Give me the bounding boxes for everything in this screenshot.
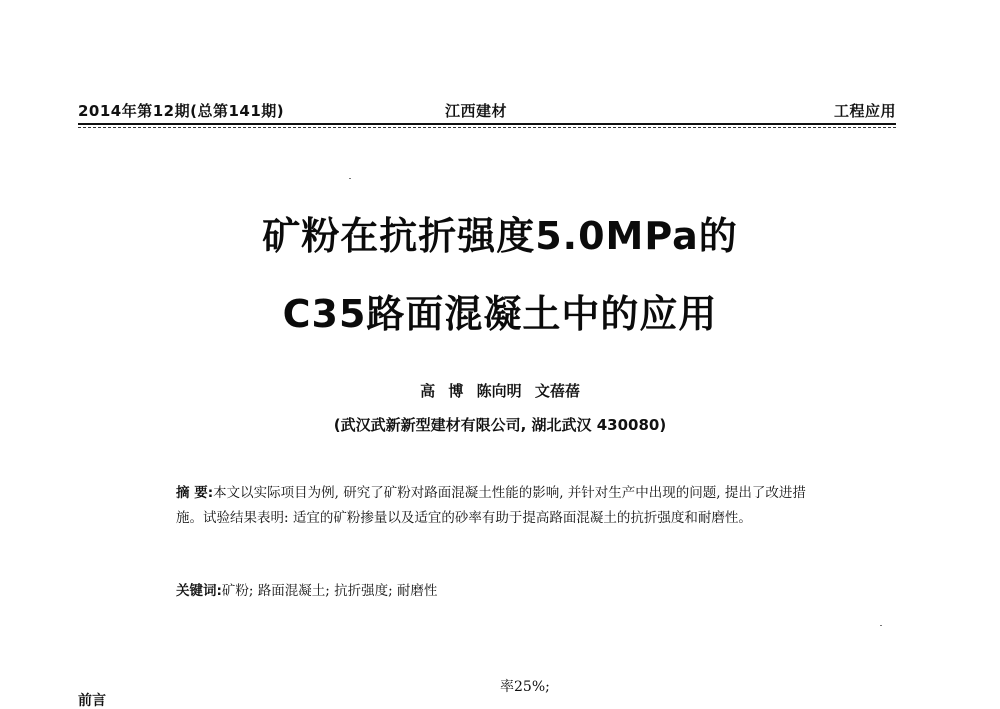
header-rule-dashed <box>78 127 896 128</box>
scan-speck <box>880 625 882 626</box>
abstract <box>176 481 806 531</box>
keywords-text: 矿粉; 路面混凝土; 抗折强度; 耐磨性 <box>221 583 438 599</box>
paper-title-line-2: C35路面混凝土中的应用 <box>282 292 718 336</box>
keywords-label: 关键词: <box>176 583 222 599</box>
keywords <box>176 580 806 602</box>
running-header <box>78 100 896 122</box>
section-name: 工程应用 <box>833 102 896 120</box>
scan-speck <box>349 178 351 179</box>
journal-name: 江西建材 <box>445 102 508 120</box>
section-heading-fragment: 前言 <box>78 693 106 709</box>
abstract-label: 摘 要: <box>176 485 214 501</box>
issue-info: 2014年第12期(总第141期) <box>78 102 285 120</box>
header-rule <box>78 123 896 125</box>
abstract-text: 本文以实际项目为例, 研究了矿粉对路面混凝土性能的影响, 并针对生产中出现的问题, 提出了改进措施。试验结果表明: 适宜的矿粉掺量以及适宜的砂率有助于提高路面混凝土的抗折强度和耐磨性。 <box>176 485 806 526</box>
body-text-fragment: 率25%; <box>500 679 550 695</box>
paper-title-line-1: 矿粉在抗折强度5.0MPa的 <box>262 214 738 258</box>
affiliation: (武汉武新新型建材有限公司, 湖北武汉 430080) <box>333 416 667 434</box>
authors: 高 博 陈向明 文蓓蓓 <box>420 382 580 400</box>
